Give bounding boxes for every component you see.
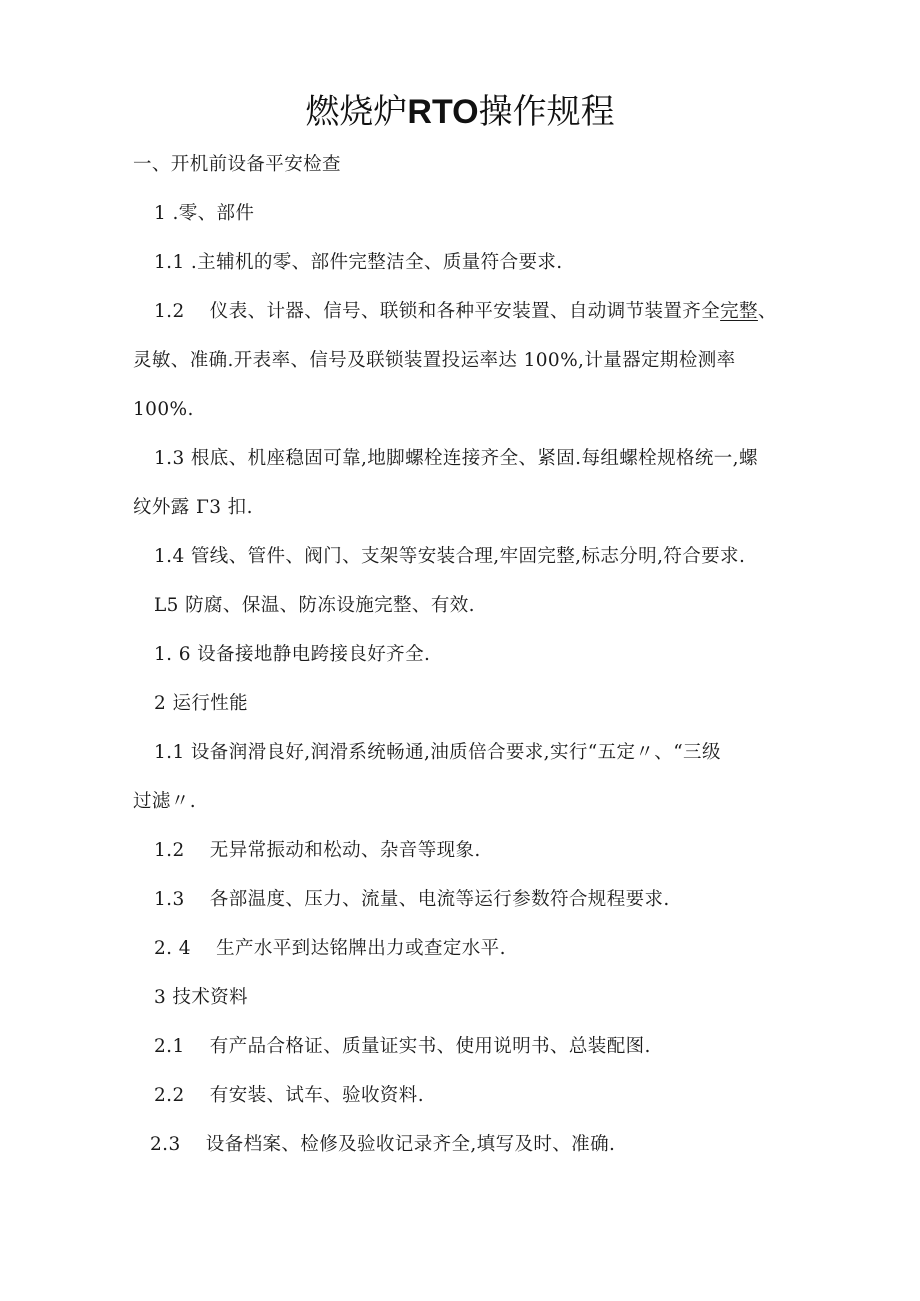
paragraph-1-2-line-1 — [154, 299, 777, 325]
paragraph-1-2-line-2: 灵敏、准确.开表率、信号及联锁装置投运率达 100%,计量器定期检测率 — [133, 350, 736, 371]
paragraph-1-4: 1.4 管线、管件、阀门、支架等安装合理,牢固完整,标志分明,符合要求. — [154, 546, 746, 567]
subsection-heading-3: 3 技术资料 — [154, 987, 249, 1008]
paragraph-2-4: 2. 4 生产水平到达铭牌出力或查定水平. — [154, 938, 506, 959]
paragraph-2-3: 1.3 各部温度、压力、流量、电流等运行参数符合规程要求. — [154, 889, 670, 910]
paragraph-1-1: 1.1 .主辅机的零、部件完整洁全、质量符合要求. — [154, 252, 563, 273]
paragraph-1-2-text: 1.2 仪表、计器、信号、联锁和各种平安装置、自动调节装置齐全 — [154, 301, 721, 322]
underlined-word: 完整 — [720, 301, 758, 322]
paragraph-3-1: 2.1 有产品合格证、质量证实书、使用说明书、总装配图. — [154, 1036, 651, 1057]
paragraph-1-2-punct: 、 — [757, 301, 777, 322]
title-part-3: 操作规程 — [478, 92, 615, 132]
paragraph-2-1-line-1: 1.1 设备润滑良好,润滑系统畅通,油质倍合要求,实行“五定〃、“三级 — [154, 742, 721, 763]
paragraph-2-1-line-2: 过滤〃. — [133, 791, 196, 812]
section-heading-1: 一、开机前设备平安检查 — [133, 154, 341, 175]
paragraph-1-5: L5 防腐、保温、防冻设施完整、有效. — [154, 595, 475, 616]
paragraph-1-3-line-2: 纹外露 Γ3 扣. — [133, 497, 253, 518]
paragraph-1-3-line-1: 1.3 根底、机座稳固可靠,地脚螺栓连接齐全、紧固.每组螺栓规格统一,螺 — [154, 448, 758, 469]
paragraph-3-2: 2.2 有安装、试车、验收资料. — [154, 1085, 424, 1106]
paragraph-1-6: 1. 6 设备接地静电跨接良好齐全. — [154, 644, 431, 665]
page-title — [0, 88, 920, 136]
paragraph-3-3: 2.3 设备档案、检修及验收记录齐全,填写及时、准确. — [150, 1134, 616, 1155]
paragraph-1-2-line-3: 100%. — [133, 399, 194, 420]
paragraph-2-2: 1.2 无异常振动和松动、杂音等现象. — [154, 840, 481, 861]
title-part-1: 燃烧炉 — [305, 92, 408, 132]
subsection-heading-1: 1 .零、部件 — [154, 203, 255, 224]
title-part-2: RTO — [407, 93, 479, 131]
subsection-heading-2: 2 运行性能 — [154, 693, 249, 714]
